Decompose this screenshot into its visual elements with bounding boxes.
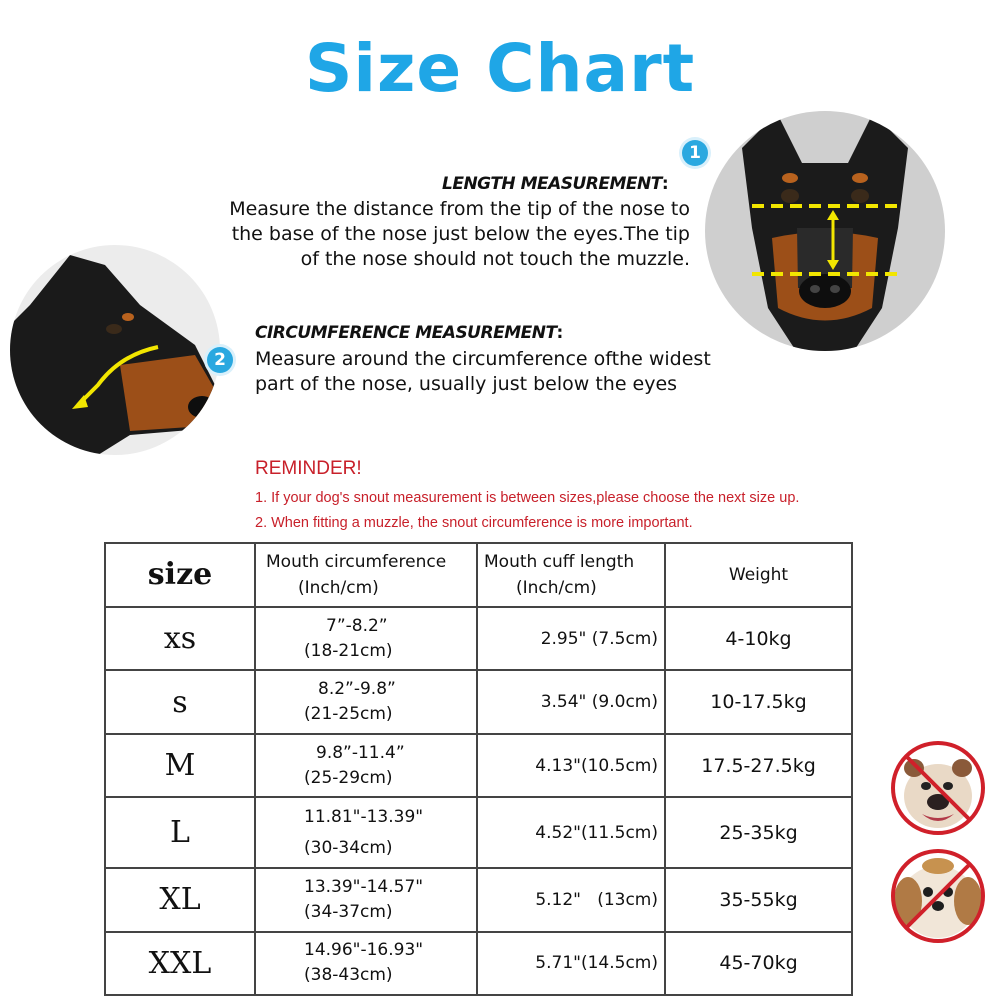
- circumference-cell: [255, 670, 477, 733]
- circumference-cell: [255, 932, 477, 995]
- circumference-cell: [255, 734, 477, 797]
- mouth-circumference-header: [255, 543, 477, 607]
- reminder-line-1: 1. If your dog's snout measurement is between sizes,please choose the next size up.: [255, 490, 800, 506]
- dog-front-face-icon: [702, 108, 948, 354]
- cuff-header-line-2: (Inch/cm): [516, 578, 597, 598]
- circumference-cm: (38-43cm): [304, 965, 393, 986]
- cuff-length-cell: 3.54" (9.0cm): [477, 670, 665, 733]
- reminder-title: REMINDER!: [255, 458, 362, 479]
- circumference-cm: (30-34cm): [304, 837, 393, 858]
- mouth-cuff-length-header: [477, 543, 665, 607]
- circumference-measurement-heading: [255, 323, 563, 343]
- step-2-badge: 2: [207, 347, 233, 373]
- mouth-header-line-2: (Inch/cm): [298, 578, 379, 598]
- circumference-cell: [255, 797, 477, 868]
- circumference-cm: (21-25cm): [304, 704, 393, 725]
- cuff-length-cell: 2.95" (7.5cm): [477, 607, 665, 670]
- size-cell: M: [105, 734, 255, 797]
- circumference-inch: 13.39"-14.57": [304, 876, 424, 897]
- size-table: [104, 542, 853, 996]
- step-1-badge: 1: [682, 140, 708, 166]
- weight-cell: 45-70kg: [665, 932, 852, 995]
- size-header: size: [105, 543, 255, 607]
- table-row: [105, 868, 852, 931]
- weight-cell: 25-35kg: [665, 797, 852, 868]
- circumference-heading-colon: :: [556, 323, 563, 343]
- circumference-line-2: part of the nose, usually just below the eyes: [255, 373, 678, 395]
- dog-side-profile-icon: [10, 245, 225, 460]
- size-cell: xs: [105, 607, 255, 670]
- size-cell: s: [105, 670, 255, 733]
- circumference-inch: 14.96"-16.93": [304, 940, 424, 961]
- circumference-line-1: Measure around the circumference ofthe widest: [255, 348, 711, 370]
- page-title: Size Chart: [304, 30, 696, 107]
- circumference-inch: 8.2”-9.8”: [318, 679, 396, 700]
- mouth-header-line-1: Mouth circumference: [266, 552, 447, 572]
- length-line-1: Measure the distance from the tip of the nose to: [229, 198, 690, 220]
- circumference-cm: (18-21cm): [304, 640, 393, 661]
- cuff-length-cell: 4.52"(11.5cm): [477, 797, 665, 868]
- circumference-cm: (34-37cm): [304, 901, 393, 922]
- weight-cell: 10-17.5kg: [665, 670, 852, 733]
- circumference-cm: (25-29cm): [304, 767, 393, 788]
- bulldog-prohibited-icon: [888, 738, 988, 838]
- reminder-line-2: 2. When fitting a muzzle, the snout circumference is more important.: [255, 515, 693, 531]
- size-cell: L: [105, 797, 255, 868]
- circumference-cell: [255, 607, 477, 670]
- table-row: [105, 734, 852, 797]
- circumference-inch: 7”-8.2”: [326, 615, 388, 636]
- cuff-header-line-1: Mouth cuff length: [484, 552, 635, 572]
- length-line-2: the base of the nose just below the eyes.The tip: [231, 223, 690, 245]
- circumference-cell: [255, 868, 477, 931]
- table-row: [105, 932, 852, 995]
- cuff-length-cell: 5.71"(14.5cm): [477, 932, 665, 995]
- weight-cell: 35-55kg: [665, 868, 852, 931]
- table-row: [105, 797, 852, 868]
- size-cell: XL: [105, 868, 255, 931]
- circumference-instructions: [255, 347, 711, 397]
- table-row: [105, 607, 852, 670]
- weight-cell: 17.5-27.5kg: [665, 734, 852, 797]
- cuff-length-cell: 4.13"(10.5cm): [477, 734, 665, 797]
- cuff-length-cell: 5.12" (13cm): [477, 868, 665, 931]
- table-row: [105, 670, 852, 733]
- shihtzu-prohibited-icon: [888, 846, 988, 946]
- table-header-row: [105, 543, 852, 607]
- length-line-3: of the nose should not touch the muzzle.: [300, 248, 690, 270]
- length-heading-colon: :: [661, 174, 669, 194]
- length-instructions: [229, 197, 690, 272]
- weight-header: Weight: [665, 543, 852, 607]
- circumference-heading-text: CIRCUMFERENCE MEASUREMENT: [255, 323, 557, 343]
- weight-cell: 4-10kg: [665, 607, 852, 670]
- circumference-inch: 11.81"-13.39": [304, 806, 424, 827]
- size-cell: XXL: [105, 932, 255, 995]
- length-measurement-heading: [442, 174, 668, 194]
- circumference-inch: 9.8”-11.4”: [316, 742, 405, 763]
- length-heading-text: LENGTH MEASUREMENT: [442, 174, 662, 194]
